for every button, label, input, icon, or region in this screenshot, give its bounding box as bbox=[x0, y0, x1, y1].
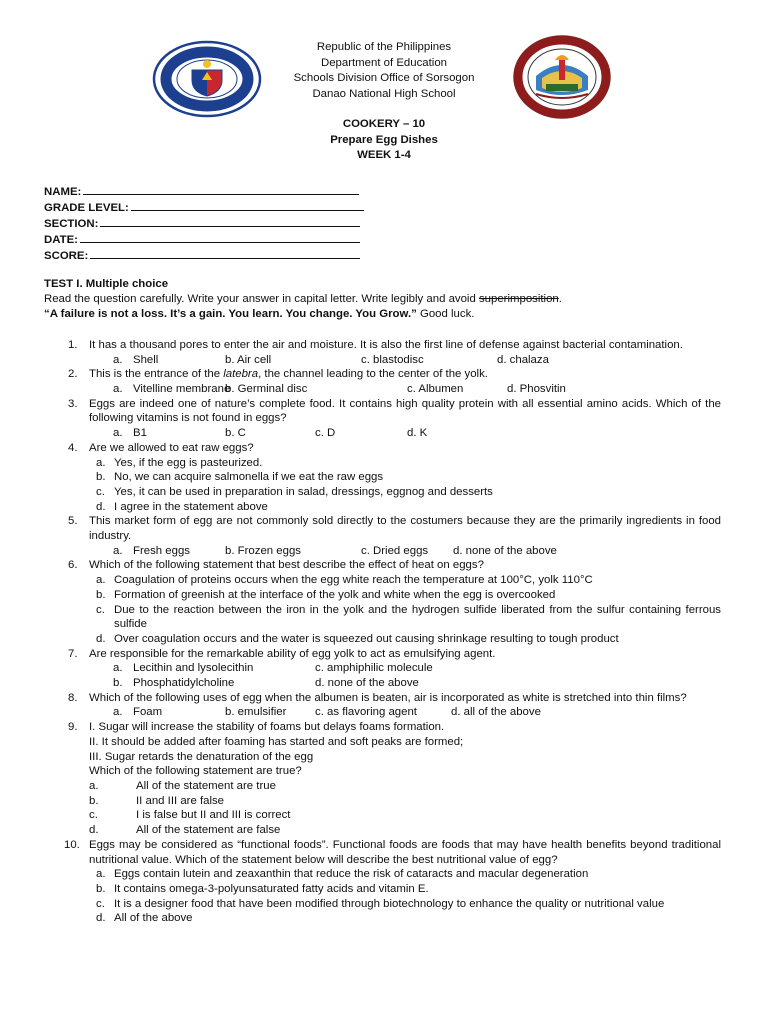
option-b[interactable]: b. II and III are false bbox=[89, 794, 225, 807]
option-c[interactable]: c. I is false but II and III is correct bbox=[89, 809, 291, 822]
question-number: 5. bbox=[68, 515, 78, 528]
header-line: Republic of the Philippines bbox=[316, 41, 452, 53]
option-d[interactable]: d. Phosvitin bbox=[507, 383, 566, 396]
options-row bbox=[89, 705, 721, 720]
options-row bbox=[89, 544, 721, 559]
question-number: 1. bbox=[68, 339, 78, 351]
option-d[interactable]: d. all of the above bbox=[451, 706, 541, 719]
question-9 bbox=[44, 720, 721, 838]
option-a[interactable]: Fresh eggs bbox=[133, 544, 190, 557]
question-number: 8. bbox=[68, 691, 78, 704]
option-b[interactable]: b. C bbox=[225, 427, 246, 440]
question-3 bbox=[44, 397, 721, 441]
options-row bbox=[89, 661, 721, 676]
option-c[interactable]: c. Albumen bbox=[407, 383, 464, 396]
option-a[interactable]: a. All of the statement are true bbox=[89, 779, 276, 792]
score-field[interactable] bbox=[90, 247, 360, 259]
test-intro bbox=[44, 277, 734, 322]
option-c[interactable]: c. as flavoring agent bbox=[315, 706, 417, 719]
header-line: Schools Division Office of Sorsogon bbox=[293, 72, 475, 84]
option-c[interactable]: c. blastodisc bbox=[361, 353, 424, 366]
instructions-text: Read the question carefully. Write your answer in capital letter. Write legibly and avoid bbox=[44, 293, 479, 305]
header-line: Department of Education bbox=[320, 56, 447, 69]
option-a[interactable]: a. Coagulation of proteins occurs when the egg white reach the temperature at 100°C, yolk 110°C bbox=[96, 574, 593, 587]
option-a[interactable]: a. Eggs contain lutein and zeaxanthin that reduce the risk of cataracts and macular degeneration bbox=[96, 868, 589, 881]
option-c[interactable]: c. Dried eggs bbox=[361, 544, 429, 557]
option-d[interactable]: d. I agree in the statement above bbox=[96, 500, 268, 513]
header-line: Danao National High School bbox=[312, 87, 456, 100]
option-letter: a. bbox=[113, 427, 123, 440]
option-b[interactable]: b. Formation of greenish at the interface of the yolk and white when the egg is overcooked bbox=[96, 588, 556, 601]
title-line: COOKERY – 10 bbox=[342, 118, 426, 130]
option-letter: a. bbox=[113, 353, 123, 366]
question-10 bbox=[44, 838, 721, 926]
question-stem-end: , the channel leading to the center of the yolk. bbox=[258, 368, 488, 381]
question-number: 9. bbox=[68, 721, 78, 734]
question-list bbox=[44, 338, 721, 926]
question-4 bbox=[44, 441, 721, 515]
question-6 bbox=[44, 558, 721, 646]
question-number: 6. bbox=[68, 559, 78, 572]
statement-iii: III. Sugar retards the denaturation of the egg bbox=[89, 750, 314, 763]
option-b[interactable]: b. It contains omega-3-polyunsaturated fatty acids and vitamin E. bbox=[96, 882, 429, 895]
question-stem: This is the entrance of the bbox=[89, 368, 224, 381]
statement-ii: II. It should be added after foaming has started and soft peaks are formed; bbox=[89, 735, 464, 748]
question-stem: This market form of egg are not commonly sold directly to the costumers because they are the primarily ingredients in food industry. bbox=[89, 515, 721, 543]
header-organization bbox=[0, 40, 768, 102]
question-stem: Eggs may be considered as “functional foods”. Functional foods are foods that may have health benefits beyond traditional nutritional value. Which of the statement below will describe the best nutritional value of egg? bbox=[89, 838, 721, 866]
instructions-strike: superimposition bbox=[478, 293, 559, 305]
option-c[interactable]: c. Due to the reaction between the iron in the yolk and the hydrogen sulfide liberated from the sulfur containing ferrous sulfide bbox=[96, 603, 721, 631]
question-stem: Are responsible for the remarkable ability of egg yolk to act as emulsifying agent. bbox=[89, 647, 496, 660]
name-field[interactable] bbox=[83, 183, 359, 195]
option-a[interactable]: Foam bbox=[133, 706, 163, 719]
grade-level-field[interactable] bbox=[131, 199, 364, 211]
option-c[interactable]: c. It is a designer food that have been modified through biotechnology to enhance the quality or nutritional value bbox=[96, 897, 665, 910]
section-field[interactable] bbox=[100, 215, 360, 227]
options-row bbox=[89, 426, 721, 441]
option-c[interactable]: c. D bbox=[315, 427, 336, 440]
question-stem: Which of the following statement that best describe the effect of heat on eggs? bbox=[89, 559, 484, 572]
grade-level-label: GRADE LEVEL: bbox=[44, 202, 129, 214]
option-b[interactable]: b. No, we can acquire salmonella if we eat the raw eggs bbox=[96, 471, 384, 484]
document-title bbox=[0, 117, 768, 164]
question-number: 4. bbox=[68, 441, 78, 454]
question-1 bbox=[44, 338, 721, 367]
name-label: NAME: bbox=[44, 186, 82, 198]
score-label: SCORE: bbox=[44, 250, 89, 262]
option-letter: b. bbox=[113, 677, 123, 690]
question-stem-emphasis: latebra bbox=[223, 368, 259, 381]
option-b[interactable]: b. Germinal disc bbox=[225, 383, 308, 396]
option-d[interactable]: d. Over coagulation occurs and the water is squeezed out causing shrinkage resulting to tough product bbox=[96, 633, 619, 645]
options-list bbox=[89, 573, 721, 647]
option-a[interactable]: Vitelline membrane bbox=[133, 383, 231, 396]
option-d[interactable]: d. K bbox=[407, 427, 428, 440]
option-a[interactable]: Lecithin and lysolecithin bbox=[133, 662, 254, 675]
option-c[interactable]: c. Yes, it can be used in preparation in salad, dressings, eggnog and desserts bbox=[96, 485, 493, 498]
question-number: 10. bbox=[64, 838, 80, 851]
question-7 bbox=[44, 647, 721, 691]
option-d[interactable]: d. All of the above bbox=[96, 912, 193, 925]
option-c[interactable]: c. amphiphilic molecule bbox=[315, 662, 433, 675]
question-2 bbox=[44, 367, 721, 396]
question-stem: It has a thousand pores to enter the air and moisture. It is also the first line of defense against bacterial contamination. bbox=[89, 339, 683, 351]
question-stem: Which of the following statement are true? bbox=[89, 765, 302, 778]
question-8 bbox=[44, 691, 721, 720]
question-number: 2. bbox=[68, 368, 78, 381]
question-number: 7. bbox=[68, 647, 78, 660]
option-b[interactable]: b. Frozen eggs bbox=[225, 544, 301, 557]
quote-tail: Good luck. bbox=[416, 308, 475, 320]
option-a[interactable]: B1 bbox=[133, 427, 147, 440]
instructions bbox=[44, 292, 734, 307]
option-letter: a. bbox=[113, 662, 123, 675]
question-5 bbox=[44, 514, 721, 558]
option-a[interactable]: Shell bbox=[133, 353, 159, 366]
options-row bbox=[89, 353, 721, 368]
section-label: SECTION: bbox=[44, 218, 99, 230]
question-number: 3. bbox=[68, 397, 78, 410]
student-info-fields bbox=[44, 183, 364, 263]
date-field[interactable] bbox=[80, 231, 360, 243]
option-a[interactable]: a. Yes, if the egg is pasteurized. bbox=[96, 456, 263, 469]
statement-i: I. Sugar will increase the stability of foams but delays foams formation. bbox=[89, 721, 445, 734]
option-b[interactable]: Phosphatidylcholine bbox=[133, 677, 235, 690]
option-d[interactable]: d. none of the above bbox=[315, 677, 419, 690]
quote: “A failure is not a loss. It’s a gain. You learn. You change. You Grow.” bbox=[44, 308, 417, 320]
option-letter: a. bbox=[113, 544, 123, 557]
option-d[interactable]: d. All of the statement are false bbox=[89, 824, 281, 837]
option-d[interactable]: d. none of the above bbox=[453, 544, 557, 557]
question-stem: Which of the following uses of egg when the albumen is beaten, air is incorporated as white is stretched into thin films? bbox=[89, 691, 687, 704]
title-line: WEEK 1-4 bbox=[357, 149, 411, 161]
option-letter: a. bbox=[113, 706, 123, 719]
test-heading: TEST I. Multiple choice bbox=[44, 278, 169, 290]
option-d[interactable]: d. chalaza bbox=[497, 353, 549, 366]
instructions-end: . bbox=[558, 293, 562, 305]
options-row bbox=[89, 382, 721, 397]
title-line: Prepare Egg Dishes bbox=[330, 133, 438, 146]
options-list bbox=[89, 456, 721, 515]
question-stem: Eggs are indeed one of nature’s complete food. It contains high quality protein with all essential amino acids. Which of the following vitamins is not found in eggs? bbox=[89, 397, 721, 425]
options-list bbox=[89, 867, 721, 926]
quote-line bbox=[44, 307, 734, 322]
option-letter: a. bbox=[113, 383, 123, 396]
date-label: DATE: bbox=[44, 234, 78, 246]
options-row bbox=[89, 676, 721, 691]
option-b[interactable]: b. emulsifier bbox=[225, 706, 287, 719]
question-stem: Are we allowed to eat raw eggs? bbox=[89, 441, 254, 454]
option-b[interactable]: b. Air cell bbox=[225, 353, 272, 366]
